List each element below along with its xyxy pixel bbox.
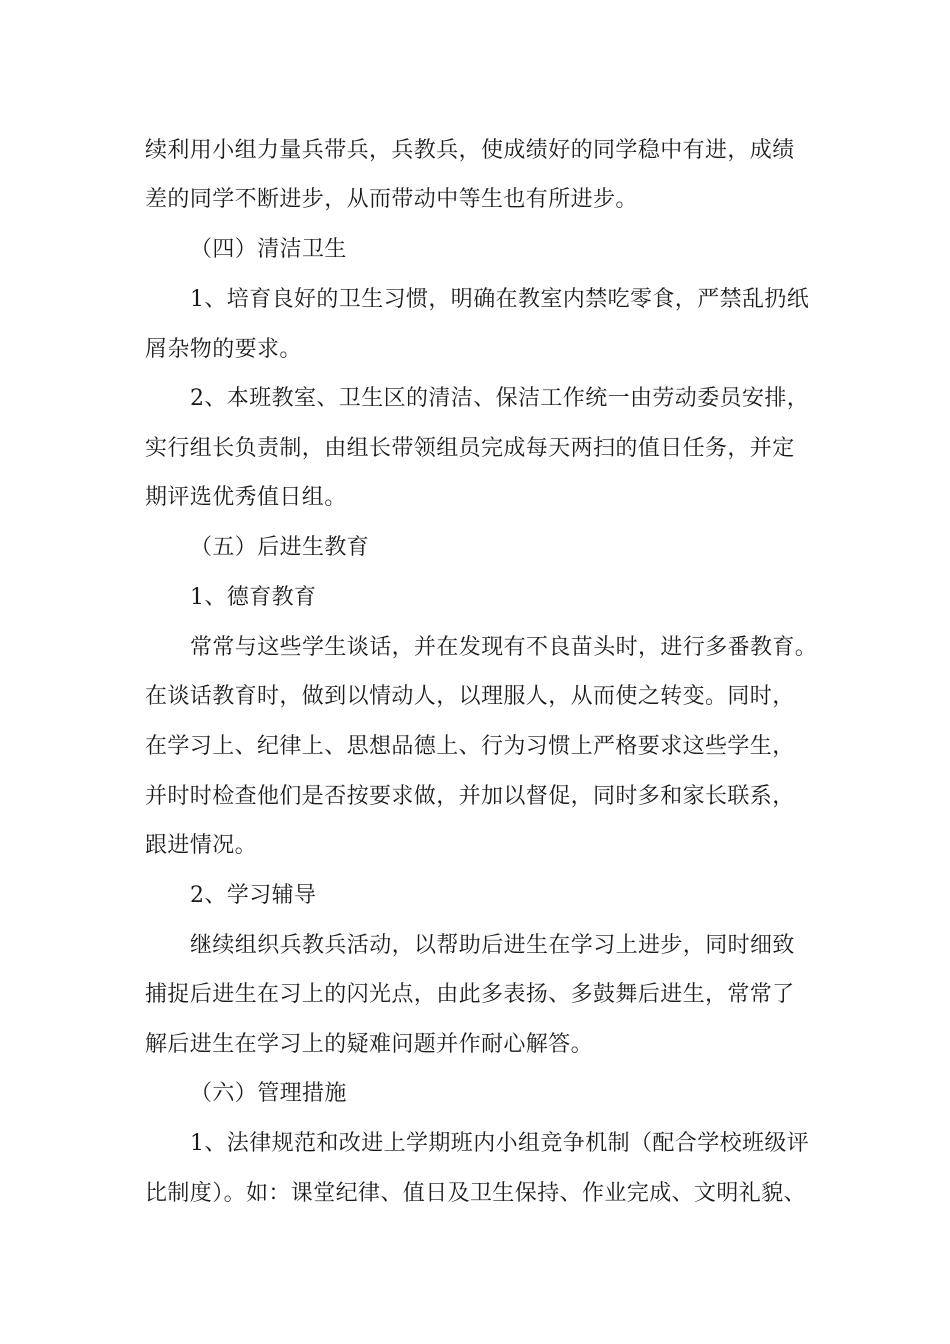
text-line: 1、培育良好的卫生习惯，明确在教室内禁吃零食，严禁乱扔纸	[190, 287, 810, 312]
section-heading: （四）清洁卫生	[190, 237, 347, 262]
text-line: 实行组长负责制，由组长带领组员完成每天两扫的值日任务，并定	[145, 436, 795, 461]
text-line: 并时时检查他们是否按要求做，并加以督促，同时多和家长联系，	[145, 784, 795, 809]
text-line: 捕捉后进生在习上的闪光点，由此多表扬、多鼓舞后进生，常常了	[145, 982, 795, 1007]
text-line: 期评选优秀值日组。	[145, 485, 347, 510]
text-line: 比制度）。如：课堂纪律、值日及卫生保持、作业完成、文明礼貌、	[145, 1181, 807, 1206]
text-line: 续利用小组力量兵带兵，兵教兵，使成绩好的同学稳中有进，成绩	[145, 138, 795, 163]
text-line: 差的同学不断进步，从而带动中等生也有所进步。	[145, 187, 638, 212]
text-line: 在谈话教育时，做到以情动人，以理服人，从而使之转变。同时，	[145, 684, 795, 709]
text-line: 常常与这些学生谈话，并在发现有不良苗头时，进行多番教育。	[190, 635, 818, 660]
text-line: 屑杂物的要求。	[145, 337, 302, 362]
section-heading: （五）后进生教育	[190, 535, 370, 560]
section-heading: （六）管理措施	[190, 1081, 347, 1106]
text-line: 1、法律规范和改进上学期班内小组竞争机制（配合学校班级评	[190, 1131, 810, 1156]
text-line: 2、本班教室、卫生区的清洁、保洁工作统一由劳动委员安排，	[190, 386, 810, 411]
text-line: 在学习上、纪律上、思想品德上、行为习惯上严格要求这些学生，	[145, 734, 795, 759]
subsection-heading: 2、学习辅导	[190, 883, 317, 908]
subsection-heading: 1、德育教育	[190, 585, 317, 610]
text-line: 跟进情况。	[145, 833, 258, 858]
text-line: 解后进生在学习上的疑难问题并作耐心解答。	[145, 1032, 594, 1057]
text-line: 继续组织兵教兵活动，以帮助后进生在学习上进步，同时细致	[190, 933, 795, 958]
